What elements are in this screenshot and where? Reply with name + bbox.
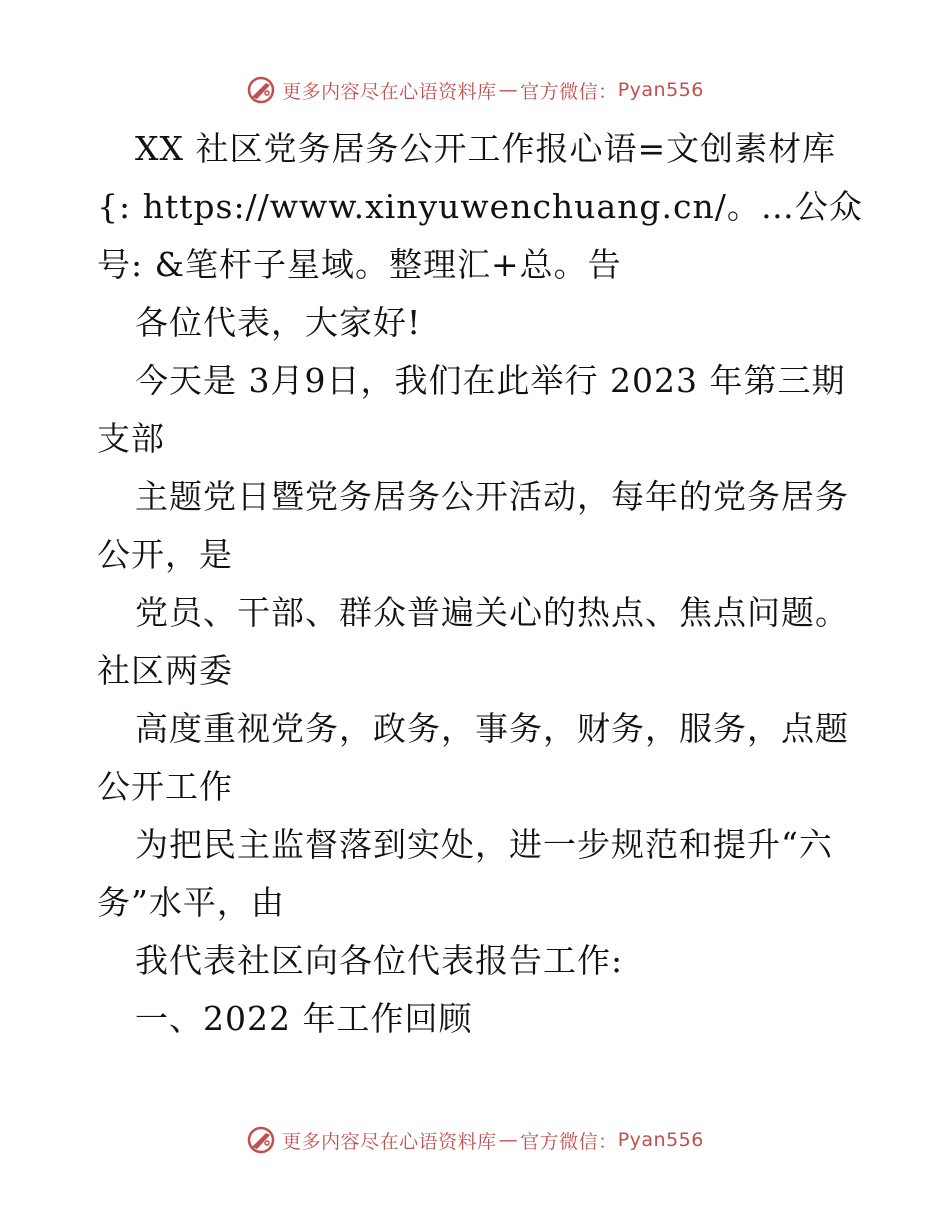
text-line: 务”水平，由: [97, 883, 285, 922]
text-line: 公开工作: [97, 767, 233, 806]
pen-logo-icon: [246, 1125, 276, 1155]
text-line: 为把民主监督落到实处，进一步规范和提升“六: [135, 825, 833, 864]
banner-wechat-label: 官方微信：: [520, 1130, 618, 1153]
banner-wechat-id: Pyan556: [617, 79, 704, 101]
text-line: {: https://www.xinyuwenchuang.cn/。…公众: [97, 187, 863, 226]
pen-logo-icon: [246, 75, 276, 105]
text-line: 公开，是: [97, 535, 233, 574]
text-line: 我代表社区向各位代表报告工作:: [135, 941, 624, 980]
banner-text: 更多内容尽在心语资料库: [282, 80, 497, 103]
banner-separator: —: [498, 1129, 519, 1151]
text-line: 号: &笔杆子星域。整理汇+总。告: [97, 245, 622, 284]
text-line: 今天是 3月9日，我们在此举行 2023 年第三期: [135, 361, 846, 400]
footer-banner: [0, 1120, 950, 1160]
banner-separator: —: [498, 79, 519, 101]
banner-wechat-label: 官方微信：: [520, 80, 618, 103]
title-line: XX 社区党务居务公开工作报心语=文创素材库: [135, 129, 837, 168]
banner-wechat-id: Pyan556: [617, 1129, 704, 1151]
text-line: 党员、干部、群众普遍关心的热点、焦点问题。: [135, 593, 849, 632]
text-line: 社区两委: [97, 651, 233, 690]
document-body: [97, 120, 863, 1048]
header-banner: [0, 70, 950, 110]
text-line: 支部: [97, 419, 165, 458]
text-line: 主题党日暨党务居务公开活动，每年的党务居务: [135, 477, 849, 516]
banner-text: 更多内容尽在心语资料库: [282, 1130, 497, 1153]
text-line: 各位代表，大家好!: [135, 303, 422, 342]
text-line: 高度重视党务，政务，事务，财务，服务，点题: [135, 709, 849, 748]
section-heading: 一、2022 年工作回顾: [135, 999, 473, 1038]
